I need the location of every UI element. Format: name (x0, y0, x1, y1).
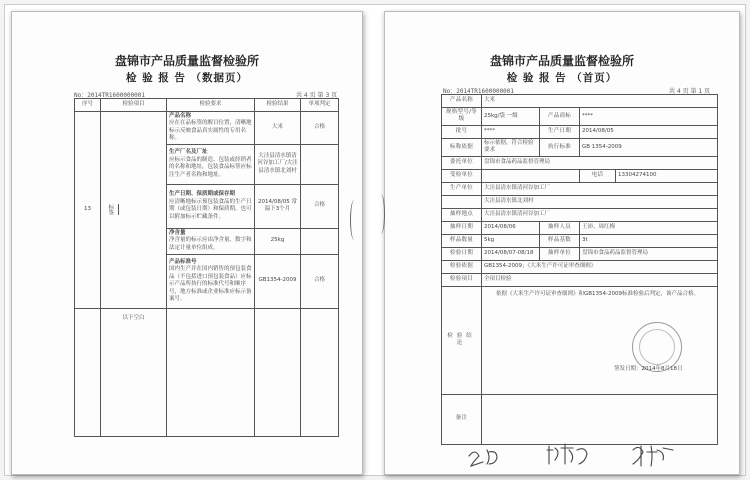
main-item-label: 标签 (101, 204, 119, 215)
field-label: 抽样人员 (540, 221, 580, 234)
field-label: 备注 (442, 394, 482, 444)
table-row (442, 394, 718, 444)
table-row (442, 169, 718, 182)
table-row (442, 195, 718, 208)
field-label: 生产单位 (442, 182, 482, 195)
result-cell: 25kg (255, 228, 301, 254)
table-row (442, 108, 718, 126)
verdict-cell (301, 228, 339, 254)
field-value: 25kg/袋 一级 (482, 108, 540, 126)
table-row (442, 208, 718, 221)
signatures (465, 440, 725, 470)
requirement-cell: 净含量 净含量的标示应由净含量、数字和法定计量单位组成。 (167, 228, 255, 254)
field-label: 样品基数 (540, 234, 580, 247)
result-cell: GB1354-2009 (255, 254, 301, 308)
verdict-cell: 合格 (301, 184, 339, 228)
field-label: 产品商标 (540, 108, 580, 126)
end-note: 以下空白 (101, 308, 167, 436)
table-row (442, 260, 718, 273)
field-value: GB1354-2009；《大米生产许可证审查细则》 (482, 260, 718, 273)
header-cell: 检验结果 (255, 99, 301, 112)
table-row (75, 308, 339, 436)
header-cell: 检验项目 (101, 99, 167, 112)
field-value: 王沛、周红梅 (580, 221, 718, 234)
field-label: 生产日期 (540, 125, 580, 138)
field-label: 抽样日期 (442, 221, 482, 234)
report-title: 检 验 报 告 （首页） (506, 72, 618, 84)
field-value: 5kg (482, 234, 540, 247)
verdict-cell (301, 144, 339, 184)
binding-mark (350, 200, 358, 240)
field-value: 标示依据，符合检验要求 (482, 138, 540, 156)
field-value: 大洼县清水镇清河谷加工厂 (482, 208, 718, 221)
table-row (442, 156, 718, 169)
verdict-cell: 合格 (301, 112, 339, 145)
field-label: 产品名称 (442, 95, 482, 108)
page-info: 共 4 页 第 1 页 (669, 88, 711, 95)
row-item: 生产日期、保质期或保存期 (169, 191, 236, 198)
field-label: 样品数量 (442, 234, 482, 247)
requirement-cell: 生产日期、保质期或保存期 应清晰地标示预包装食品的生产日期（或包装日期）和保质期，也可以附加标示贮藏条件。 (167, 184, 255, 228)
row-item: 产品名称 (169, 113, 192, 119)
field-label: 检验日期 (442, 247, 482, 260)
field-label: 抽样单位 (540, 247, 580, 260)
table-header (75, 99, 339, 112)
report-cover-page (384, 11, 740, 475)
field-value (482, 169, 580, 182)
field-label: 受检单位 (442, 169, 482, 182)
seq-cell: 13 (75, 112, 101, 309)
field-value: 13304274100 (616, 169, 718, 182)
page-info: 共 4 页 第 3 页 (296, 92, 338, 99)
data-table (74, 98, 339, 437)
table-row (75, 112, 339, 145)
field-value: 3t (580, 234, 718, 247)
header-cell: 检验要求 (167, 99, 255, 112)
table-row (442, 221, 718, 234)
signature-1 (469, 450, 497, 466)
field-label: 电话 (580, 169, 616, 182)
result-cell: 大洼县清水镇清河谷加工厂/大洼县清水镇北刘村 (255, 144, 301, 184)
item-group (101, 112, 167, 309)
row-item: 生产厂名及厂址 (169, 149, 208, 156)
field-value: 2014/08/07-08/18 (482, 247, 540, 260)
field-value: **** (580, 108, 718, 126)
report-number: No：2014TR1600000001 (443, 88, 515, 95)
report-data-page (11, 11, 363, 475)
row-item: 净含量 (169, 230, 186, 237)
institute-title: 盘锦市产品质量监督检验所 (114, 54, 259, 68)
field-label: 执行标准 (540, 138, 580, 156)
result-cell: 大米 (255, 112, 301, 145)
row-item: 产品标准号 (169, 258, 197, 265)
signature-3 (633, 446, 673, 466)
field-value: 盘锦市食品药品监督管理局 (482, 156, 718, 169)
conclusion-text: 依据《大米生产许可证审查细则》和GB1354-2009标准检验后判定，该产品合格。 (496, 290, 700, 297)
field-label: 批号 (442, 125, 482, 138)
verdict-cell: 合格 (301, 254, 339, 308)
binding-mark (377, 194, 385, 234)
requirement-cell: 生产厂名及厂址 应标示食品的制造、包装或经销者的名称和地址，包装食品标签应标注生产者名称和地址。 (167, 144, 255, 184)
table-row (442, 247, 718, 260)
field-value: 盘锦市食品药品监督管理局 (580, 247, 718, 260)
field-value: 2014/08/06 (482, 221, 540, 234)
result-cell: 2014/08/05 常温下3个月 (255, 184, 301, 228)
table-row (442, 125, 718, 138)
report-number: No：2014TR1600000001 (74, 92, 146, 99)
remarks-cell (482, 394, 718, 444)
table-row (442, 95, 718, 108)
field-value: GB 1354-2009 (580, 138, 718, 156)
header-cell: 单项判定 (301, 99, 339, 112)
conclusion-cell (482, 286, 718, 394)
field-label: 标称依据 (442, 138, 482, 156)
table-row (442, 182, 718, 195)
field-value: 大洼县清水镇北刘村 (482, 195, 718, 208)
table-row (442, 138, 718, 156)
field-label: 委托单位 (442, 156, 482, 169)
requirement-cell: 产品名称 应在在品标签的醒目位置，清晰地标示反映食品真实属性的专用名称。 (167, 112, 255, 145)
field-value: 大米 (482, 95, 718, 108)
field-value: 大洼县清水镇清河谷加工厂 (482, 182, 718, 195)
field-label: 抽样地点 (442, 208, 482, 221)
field-value: 全项目检验 (482, 273, 718, 286)
field-label: 检验项目 (442, 273, 482, 286)
field-label: 检验结论 (442, 286, 482, 394)
table-row (442, 273, 718, 286)
header-cell: 序号 (75, 99, 101, 112)
requirement-cell: 产品标准号 国内生产并在国内销售的预包装食品（不包括进口预包装食品）应标示产品所执行的标准代号和顺序号，地方标准或企业标准应标示备案号。 (167, 254, 255, 308)
field-value: 2014/08/05 (580, 125, 718, 138)
table-row (442, 234, 718, 247)
field-label: 检验依据 (442, 260, 482, 273)
field-value: **** (482, 125, 540, 138)
signature-2 (547, 444, 587, 464)
cover-table (441, 94, 718, 445)
table-row (442, 286, 718, 394)
report-title: 检 验 报 告 （数据页） (125, 72, 249, 84)
field-label: 规格型号/等级 (442, 108, 482, 126)
official-seal-stamp (632, 322, 682, 372)
institute-title: 盘锦市产品质量监督检验所 (489, 54, 634, 68)
issue-date: 签发日期：2014年8月18日 (614, 366, 683, 373)
